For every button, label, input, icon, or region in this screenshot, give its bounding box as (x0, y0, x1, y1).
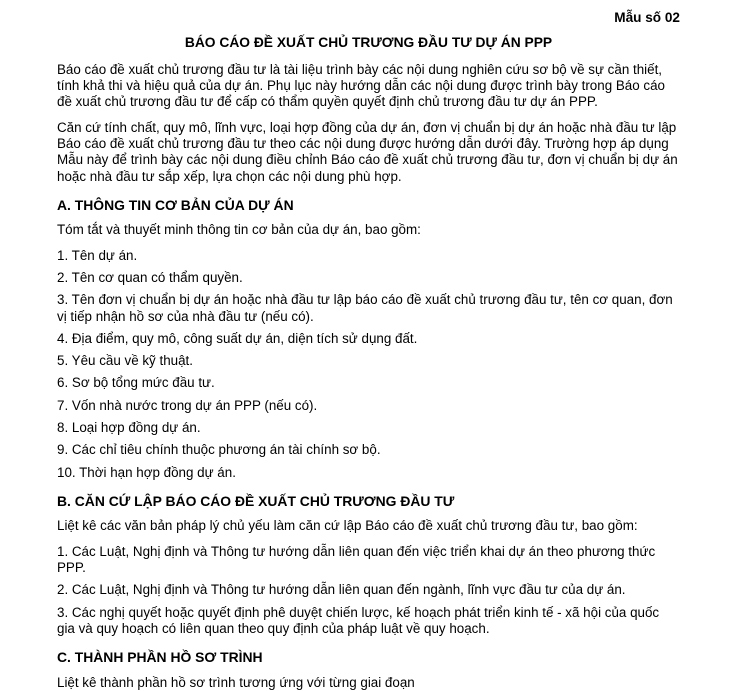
intro-paragraph-1: Báo cáo đề xuất chủ trương đầu tư là tài liệu trình bày các nội dung nghiên cứu sơ bộ về sự cần thiết, tính khả thi và hiệu quả của dự án. Phụ lục này hướng dẫn các nội dung được trình bày trong Báo cáo đề xuất chủ trương đầu tư để cấp có thẩm quyền quyết định chủ trương đầu tư dự án PPP. (57, 61, 665, 110)
section-b-heading: B. CĂN CỨ LẬP BÁO CÁO ĐỀ XUẤT CHỦ TRƯƠNG ĐẦU TƯ (57, 492, 455, 509)
section-a-item-10: 10. Thời hạn hợp đồng dự án. (57, 464, 236, 480)
section-a-item-1: 1. Tên dự án. (57, 247, 138, 263)
section-a-item-6: 6. Sơ bộ tổng mức đầu tư. (57, 375, 215, 391)
section-a-item-8: 8. Loại hợp đồng dự án. (57, 420, 201, 436)
section-c-lead: Liệt kê thành phần hồ sơ trình tương ứng với từng giai đoạn (57, 674, 415, 690)
section-b-item-1: 1. Các Luật, Nghị định và Thông tư hướng dẫn liên quan đến việc triển khai dự án theo phương thức PPP. (57, 543, 656, 576)
section-b-item-3: 3. Các nghị quyết hoặc quyết định phê duyệt chiến lược, kế hoạch phát triển kinh tế - xã hội của quốc gia và quy hoạch có liên quan theo quy định của pháp luật về quy hoạch. (57, 604, 660, 636)
section-a-item-7: 7. Vốn nhà nước trong dự án PPP (nếu có). (57, 397, 318, 413)
section-a-item-3: 3. Tên đơn vị chuẩn bị dự án hoặc nhà đầu tư lập báo cáo đề xuất chủ trương đầu tư, tên cơ quan, đơn vị tiếp nhận hồ sơ của nhà đầu tư (nếu có). (57, 292, 673, 324)
section-b-item-2: 2. Các Luật, Nghị định và Thông tư hướng dẫn liên quan đến ngành, lĩnh vực đầu tư của dự án. (57, 582, 626, 598)
section-b-lead: Liệt kê các văn bản pháp lý chủ yếu làm căn cứ lập Báo cáo đề xuất chủ trương đầu tư, bao gồm: (57, 518, 638, 534)
section-a-item-2: 2. Tên cơ quan có thẩm quyền. (57, 269, 243, 285)
section-a-lead: Tóm tắt và thuyết minh thông tin cơ bản của dự án, bao gồm: (57, 222, 421, 238)
section-a-item-5: 5. Yêu cầu về kỹ thuật. (57, 353, 193, 369)
section-a-item-9: 9. Các chỉ tiêu chính thuộc phương án tài chính sơ bộ. (57, 442, 381, 458)
section-c-heading: C. THÀNH PHẦN HỒ SƠ TRÌNH (57, 649, 263, 666)
section-a-item-4: 4. Địa điểm, quy mô, công suất dự án, diện tích sử dụng đất. (57, 330, 418, 346)
section-a-heading: A. THÔNG TIN CƠ BẢN CỦA DỰ ÁN (57, 196, 294, 213)
document-title: BÁO CÁO ĐỀ XUẤT CHỦ TRƯƠNG ĐẦU TƯ DỰ ÁN PPP (184, 35, 553, 51)
intro-paragraph-2: Căn cứ tính chất, quy mô, lĩnh vực, loại hợp đồng của dự án, đơn vị chuẩn bị dự án hoặc nhà đầu tư lập Báo cáo đề xuất chủ trương đầu tư theo các nội dung được hướng dẫn dưới đây. Trường hợp áp dụng Mẫu này để trình bày các nội dung điều chỉnh Báo cáo đề xuất chủ trương đầu tư, đơn vị chuẩn bị dự án hoặc nhà đầu tư sắp xếp, lựa chọn các nội dung phù hợp. (57, 119, 678, 184)
form-number-label: Mẫu số 02 (614, 10, 680, 25)
